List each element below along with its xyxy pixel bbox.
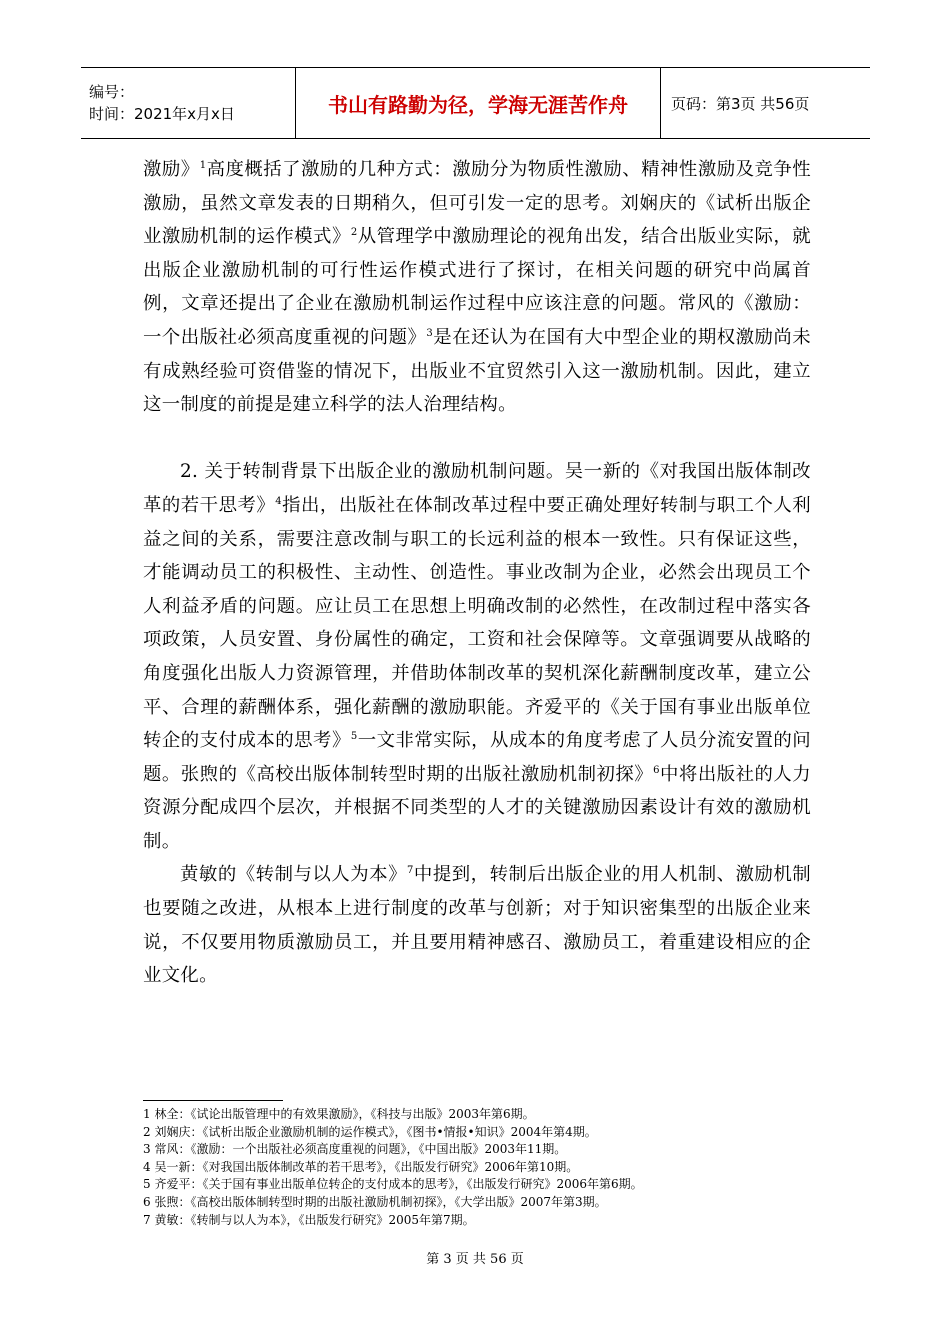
- document-time-label: 时间：2021年x月x日: [89, 105, 235, 123]
- footnote-item: 2 刘娴庆：《试析出版企业激励机制的运作模式》，《图书•情报•知识》2004年第4期。: [143, 1124, 597, 1139]
- document-body: [143, 153, 811, 993]
- page-footer: [0, 1248, 950, 1267]
- footnote-item: 6 张煦：《高校出版体制转型时期的出版社激励机制初探》，《大学出版》2007年第3期。: [143, 1194, 607, 1209]
- paragraph-text: 中提到，转制后出版企业的用人机制、激励机制也要随之改进，从根本上进行制度的改革与创新；对于知识密集型的出版企业来说，不仅要用物质激励员工，并且要用精神感召、激励员工，着重建设相应的企业文化。: [143, 864, 811, 987]
- body-paragraph-2: [143, 455, 811, 858]
- paragraph-text: 一文非常实际，从成本的角度考虑了人员分流安置的问题。张煦的《高校出版体制转型时期的出版社激励机制初探》: [143, 730, 811, 785]
- footnote-marker: 7: [407, 865, 414, 877]
- footnote-item: 4 吴一新：《对我国出版体制改革的若干思考》，《出版发行研究》2006年第10期。: [143, 1159, 579, 1174]
- footnote-item: 1 林全：《试论出版管理中的有效果激励》，《科技与出版》2003年第6期。: [143, 1107, 535, 1121]
- header-meta: [81, 68, 295, 138]
- page-header: [81, 67, 870, 139]
- footnote-separator: [143, 1100, 283, 1101]
- header-motto: [295, 68, 661, 138]
- paragraph-text: 中将出版社的人力资源分配成四个层次，并根据不同类型的人才的关键激励因素设计有效的激励机制。: [143, 763, 811, 852]
- footer-page-number: 第 3 页 共 56 页: [426, 1252, 524, 1267]
- footnote-marker: 2: [350, 227, 358, 239]
- page-info-text: 页码：第3页 共56页: [671, 94, 810, 113]
- header-page-info: [661, 68, 870, 138]
- footnote-item: 3 常风：《激励：一个出版社必须高度重视的问题》，《中国出版》2003年11期。: [143, 1142, 567, 1157]
- paragraph-text: 高度概括了激励的几种方式：激励分为物质性激励、精神性激励及竞争性激励，虽然文章发表的日期稍久，但可引发一定的思考。刘娴庆的《试析出版企业激励机制的运作模式》: [143, 159, 811, 248]
- motto-text: 书山有路勤为径，学海无涯苦作舟: [328, 92, 628, 117]
- footnote-marker: 3: [426, 327, 434, 339]
- paragraph-text: 2. 关于转制背景下出版企业的激励机制问题。吴一新的《对我国出版体制改革的若干思考》: [143, 461, 811, 516]
- paragraph-text: 是在还认为在国有大中型企业的期权激励尚未有成熟经验可资借鉴的情况下，出版业不宜贸然引入这一激励机制。因此，建立这一制度的前提是建立科学的法人治理结构。: [143, 326, 811, 416]
- body-paragraph-1: [143, 153, 811, 422]
- footnote-item: 7 黄敏：《转制与以人为本》，《出版发行研究》2005年第7期。: [143, 1212, 475, 1227]
- paragraph-text: 从管理学中激励理论的视角出发，结合出版业实际，就出版企业激励机制的可行性运作模式进行了探讨，在相关问题的研究中尚属首例，文章还提出了企业在激励机制运作过程中应该注意的问题。常风的《激励：一个出版社必须高度重视的问题》: [143, 226, 811, 348]
- footnote-marker: 5: [350, 730, 358, 742]
- paragraph-text: 激励》: [143, 159, 200, 180]
- footnote-marker: 4: [275, 495, 282, 507]
- footnote-marker: 1: [199, 159, 207, 171]
- footnote-marker: 6: [653, 764, 660, 776]
- paragraph-text: 黄敏的《转制与以人为本》: [180, 864, 408, 886]
- footnote-item: 5 齐爱平：《关于国有事业出版单位转企的支付成本的思考》，《出版发行研究》2006年第6期。: [143, 1177, 643, 1192]
- body-paragraph-3: [143, 858, 811, 992]
- paragraph-text: 指出，出版社在体制改革过程中要正确处理好转制与职工个人利益之间的关系，需要注意改制与职工的长远利益的根本一致性。只有保证这些，才能调动员工的积极性、主动性、创造性。事业改制为企业，必然会出现员工个人利益矛盾的问题。应让员工在思想上明确改制的必然性，在改制过程中落实各项政策，人员安置、身份属性的确定，工资和社会保障等。文章强调要从战略的角度强化出版人力资源管理，并借助体制改革的契机深化薪酬制度改革，建立公平、合理的薪酬体系，强化薪酬的激励职能。齐爱平的《关于国有事业出版单位转企的支付成本的思考》: [143, 494, 811, 752]
- document-number-label: 编号：: [89, 83, 135, 101]
- footnotes: [143, 1106, 823, 1229]
